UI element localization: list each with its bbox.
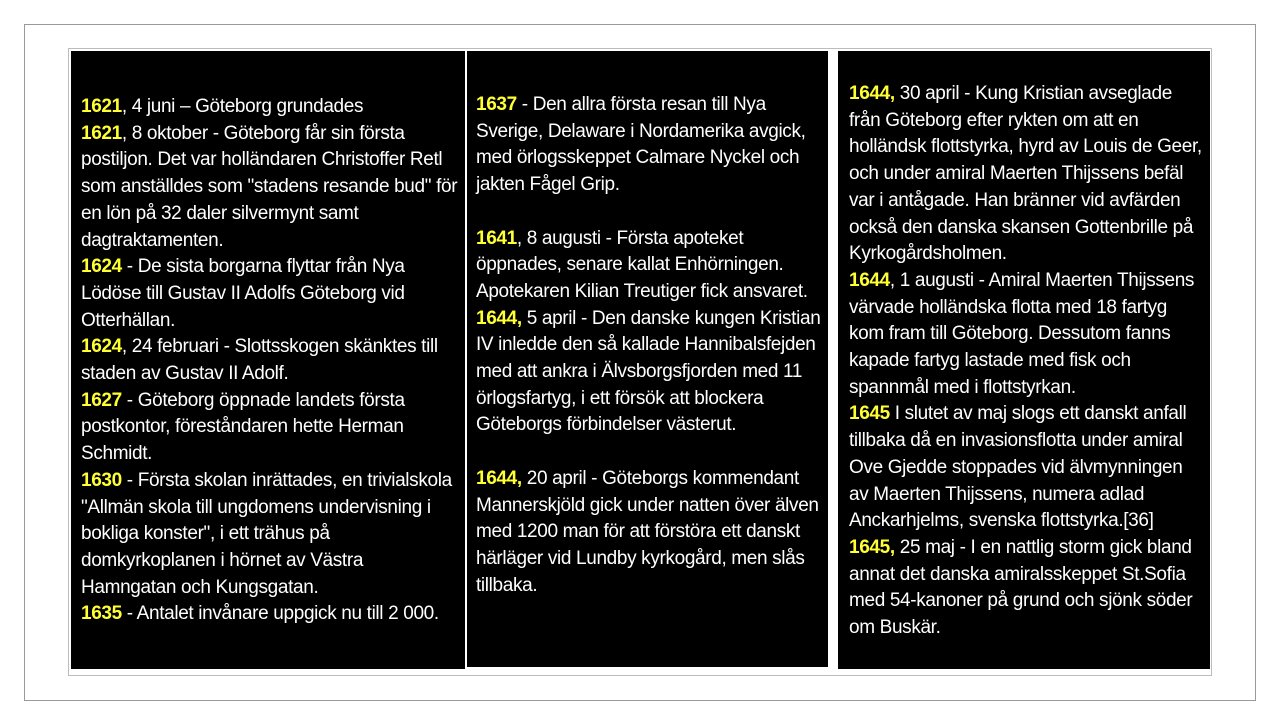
entry-year: 1621 xyxy=(81,96,122,117)
entry-1621-jun xyxy=(81,94,459,121)
entry-1635 xyxy=(81,601,459,628)
entry-text: , 1 augusti - Amiral Maerten Thijssens värvade holländska flotta med 18 fartyg kom fram till Göteborg. Dessutom fanns kapade fartyg lastade med fisk och spannmål med i flottstyrkan. xyxy=(849,269,1195,398)
entry-year: 1627 xyxy=(81,389,122,411)
entry-text: , 4 juni – Göteborg grundades xyxy=(121,96,364,117)
entry-1645-may xyxy=(849,401,1204,535)
entry-1644-apr5 xyxy=(476,306,822,440)
entry-1645-may25 xyxy=(849,535,1204,642)
entry-1644-apr30 xyxy=(849,81,1204,268)
entry-year: 1624 xyxy=(81,336,122,358)
entry-1627 xyxy=(81,388,459,468)
entry-text: - Första skolan inrättades, en trivialskola "Allmän skola till ungdomens undervisning i bokliga konster", i ett trähus på domkyrkoplanen i hörnet av Västra Hamngatan och Kungsgatan. xyxy=(81,469,452,598)
entry-year: 1624 xyxy=(81,256,122,278)
timeline-column-1 xyxy=(71,51,465,669)
entry-text: , 8 oktober - Göteborg får sin första postiljon. Det var holländaren Christoffer Retl som anställdes som "stadens resande bud" för en lön på 32 daler silvermynt samt dagtraktamenten. xyxy=(81,122,458,251)
entry-year: 1644 xyxy=(849,269,890,291)
entry-text: - De sista borgarna flyttar från Nya Lödöse till Gustav II Adolfs Göteborg vid Otterhällan. xyxy=(81,256,405,331)
entry-text: 5 april - Den danske kungen Kristian IV inledde den så kallade Hannibalsfejden med att ankra i Älvsborgsfjorden med 11 örlogsfartyg, i ett försök att blockera Göteborgs förbindelser västerut. xyxy=(476,307,821,436)
entry-text: , 24 februari - Slottsskogen skänktes till staden av Gustav II Adolf. xyxy=(81,336,438,385)
entry-year: 1645 xyxy=(849,403,890,425)
entry-1621-oct xyxy=(81,121,459,255)
entry-year: 1635 xyxy=(81,603,122,625)
entry-text: - Den allra första resan till Nya Sverige, Delaware i Nordamerika avgick, med örlogsskeppet Calmare Nyckel och jakten Fågel Grip. xyxy=(476,94,806,196)
entry-text: I slutet av maj slogs ett danskt anfall tillbaka då en invasionsflotta under amiral Ove Gjedde stoppades vid älvmynningen av Maerten Thijssens, numera adlad Anckarhjelms, svenska flottstyrka.[36] xyxy=(849,403,1187,532)
entry-year: 1644, xyxy=(849,83,895,104)
entry-1630 xyxy=(81,468,459,602)
entry-year: 1637 xyxy=(476,94,517,115)
entry-year: 1644, xyxy=(476,307,522,329)
entry-1637 xyxy=(476,92,822,199)
timeline-column-2 xyxy=(467,51,828,667)
entry-1644-apr20 xyxy=(476,466,822,600)
timeline-column-3 xyxy=(838,51,1210,669)
entry-year: 1645, xyxy=(849,536,895,558)
entry-text: - Göteborg öppnade landets första postkontor, föreståndaren hette Herman Schmidt. xyxy=(81,389,405,465)
entry-text: 25 maj - I en nattlig storm gick bland annat det danska amiralsskeppet St.Sofia med 54-kanoner på grund och sjönk söder om Buskär. xyxy=(849,536,1193,639)
entry-1644-aug1 xyxy=(849,268,1204,402)
entry-text: 30 april - Kung Kristian avseglade från Göteborg efter rykten om att en holländsk flottstyrka, hyrd av Louis de Geer, och under amiral Maerten Thijssens befäl var i antågade. Han bränner vid avfärden också den danska skansen Gottenbrille på Kyrkogårdsholmen. xyxy=(849,83,1202,265)
entry-year: 1644, xyxy=(476,467,522,489)
entry-1641 xyxy=(476,226,822,306)
entry-year: 1641 xyxy=(476,227,517,249)
entry-1624-a xyxy=(81,254,459,334)
entry-year: 1630 xyxy=(81,469,122,491)
entry-year: 1621 xyxy=(81,122,122,144)
entry-text: - Antalet invånare uppgick nu till 2 000. xyxy=(121,603,439,625)
entry-1624-b xyxy=(81,334,459,387)
entry-text: 20 april - Göteborgs kommendant Mannerskjöld gick under natten över älven med 1200 man för att förstöra ett danskt härläger vid Lundby kyrkogård, men slås tillbaka. xyxy=(476,467,819,596)
entry-text: , 8 augusti - Första apoteket öppnades, senare kallat Enhörningen. Apotekaren Kilian Treutiger fick ansvaret. xyxy=(476,227,808,302)
